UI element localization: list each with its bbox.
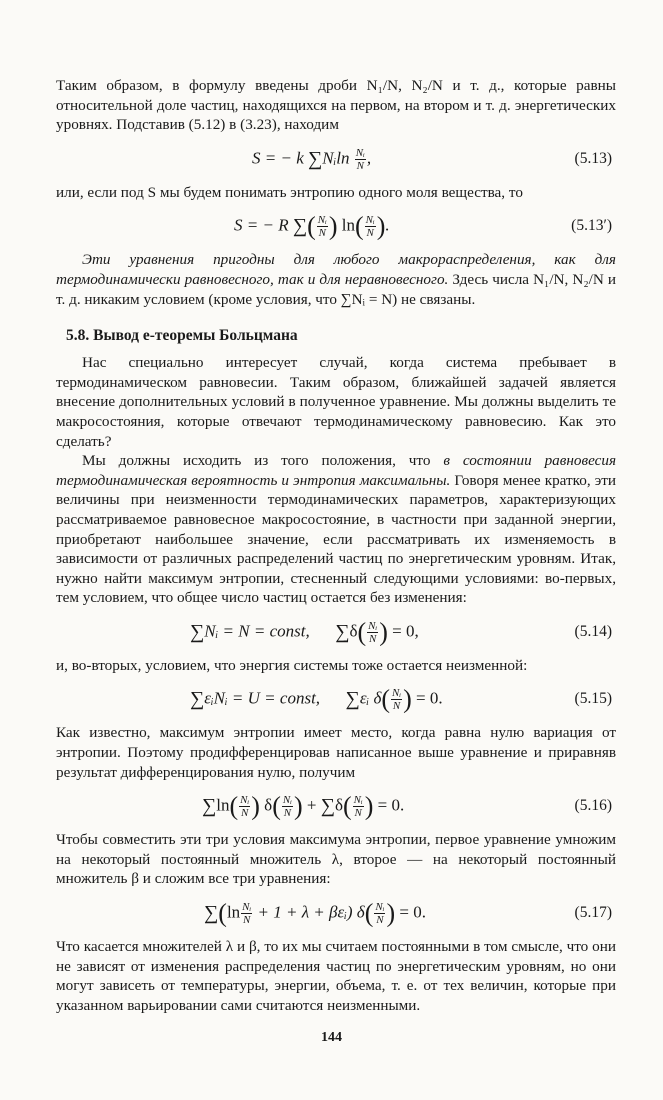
equation-5-16: ∑ln( $\frac{\text{Nᵢ}}{N}$ ) δ( $\frac{\text{Nᵢ}}{N}$ ) + ∑δ( $\frac{\text{Nᵢ}}{N}$ ) = 0. (5.16)	[202, 791, 612, 821]
numerator: Nᵢ	[242, 901, 252, 914]
fraction	[353, 794, 364, 819]
fraction	[317, 214, 328, 239]
sum-symbol: ∑	[320, 795, 335, 818]
italic-statement: в состоянии равновесия термодинамическая вероятность и энтропия максимальны.	[56, 452, 616, 489]
fraction	[374, 901, 385, 926]
paragraph-3	[56, 250, 616, 309]
ln-label: ln	[341, 215, 355, 235]
eq-5-13-term: Nᵢln	[322, 148, 350, 168]
paragraph-5-rest: Говоря менее кратко, эти величины при неизменности термодинамических параметров, характеризующих рассматриваемое равновесное макросостояние, в частности при заданной энергии, приобретают наибольшее значение, если рассматривать их изменяемость в зависимости от различных распределений частиц по энергетическим уровням. Итак, нужно найти максимум энтропии, стесненный следующими условиями: во-первых, тем условием, что общее число частиц остается без изменения:	[56, 471, 616, 607]
eq-tail: = 0.	[416, 688, 443, 708]
paragraph-5-start: Мы должны исходить из того положения, что	[82, 452, 444, 470]
eq-lhs: S = − R	[234, 215, 289, 235]
equation-5-13-prime: S = − R ∑( $\frac{\text{Nᵢ}}{N}$ ) ln( $\frac{\text{Nᵢ}}{N}$ ). (5.13′)	[234, 211, 612, 241]
eq-term: εᵢNᵢ = U = const,	[204, 688, 321, 708]
paragraph-9: Что касается множителей λ и β, то их мы считаем постоянными в том смысле, что они не зависят от изменения распределения частиц по энергетическим уровням, но они могут зависеть от температуры, энергии, объема, т. е. от тех величин, которые при указанном варьировании сами считаются неизменными.	[56, 938, 616, 1014]
paragraph-4: Нас специально интересует случай, когда система пребывает в термодинамическом равновесии. Таким образом, ближайшей задачей является внесение дополнительных условий в полученное уравнение. Мы должны выделить те макросостояния, которые отвечают термодинамическому равновесию. Как это сделать?	[56, 354, 616, 450]
eq-tail: .	[385, 215, 390, 235]
ln-label: ln	[226, 902, 241, 922]
ln-label: ln	[216, 795, 230, 815]
equation-5-15: ∑εᵢNᵢ = U = const, ∑εᵢ δ( $\frac{\text{Nᵢ}}{N}$ ) = 0. (5.15)	[190, 684, 612, 714]
eq-term: εᵢ δ	[359, 688, 382, 708]
eq-term: Nᵢ = N = const,	[204, 621, 310, 641]
paragraph-7: Как известно, максимум энтропии имеет место, когда равна нулю вариация от энтропии. Поэтому продифференцировав написанное выше уравнение и приравняв результат дифференцирования нулю, получим	[56, 724, 616, 781]
fraction	[239, 794, 250, 819]
equation-5-17: ∑(ln $\frac{\text{Nᵢ}}{N}$ + 1 + λ + βεᵢ) δ( $\frac{\text{Nᵢ}}{N}$ ) = 0. (5.17)	[204, 898, 612, 928]
equation-5-13	[56, 139, 616, 179]
denominator: N	[318, 227, 326, 240]
equation-number: (5.14)	[574, 622, 612, 640]
denominator: N	[354, 807, 362, 820]
delta-label: δ	[264, 795, 273, 815]
fraction	[367, 620, 378, 645]
numerator: Nᵢ	[368, 619, 378, 632]
numerator: Nᵢ	[355, 146, 365, 159]
delta-label: δ	[349, 621, 358, 641]
fraction	[391, 687, 402, 712]
sum-symbol: ∑	[202, 795, 217, 818]
denominator: N	[243, 914, 251, 927]
eq-tail: = 0,	[392, 621, 419, 641]
plus-sign: +	[306, 795, 317, 815]
denominator: N	[376, 914, 384, 927]
paragraph-1: Таким образом, в формулу введены дроби N₁/N, N₂/N и т. д., которые равны относительной доле частиц, находящихся на первом, на втором и т. д. энергетических уровнях. Подставив (5.12) в (3.23), находим	[56, 77, 616, 134]
italic-statement: Эти уравнения пригодны для любого макрораспределения, как для термодинамически равновесного, так и для неравновесного.	[56, 251, 616, 288]
page-body	[56, 76, 616, 1015]
denominator: N	[241, 807, 249, 820]
equation-number: (5.13′)	[571, 217, 612, 235]
denominator: N	[356, 159, 364, 172]
fraction	[355, 147, 366, 172]
sum-symbol: ∑	[190, 688, 205, 711]
equation-number: (5.17)	[574, 904, 612, 922]
eq-5-13-lhs: S = − k	[252, 148, 304, 168]
paragraph-5	[56, 451, 616, 608]
numerator: Nᵢ	[365, 214, 375, 227]
fraction	[241, 901, 252, 926]
section-title: 5.8. Вывод e-теоремы Больцмана	[66, 327, 298, 345]
numerator: Nᵢ	[392, 687, 402, 700]
page-number: 144	[321, 1030, 342, 1045]
denominator: N	[366, 227, 374, 240]
denominator: N	[392, 700, 401, 713]
denominator: N	[283, 807, 292, 820]
numerator: Nᵢ	[240, 794, 250, 807]
eq-tail: = 0.	[377, 795, 405, 815]
denominator: N	[369, 632, 377, 645]
delta-label: δ	[334, 795, 343, 815]
numerator: Nᵢ	[375, 901, 385, 914]
eq-term: + 1 + λ + βεᵢ) δ	[257, 902, 365, 922]
paragraph-6: и, во-вторых, условием, что энергия системы тоже остается неизменной:	[56, 656, 528, 674]
eq-tail: = 0.	[399, 902, 426, 922]
eq-5-13-tail: ,	[366, 148, 372, 168]
numerator: Nᵢ	[282, 794, 292, 807]
equation-number: (5.13)	[574, 149, 612, 167]
sum-symbol: ∑	[345, 688, 360, 711]
sum-symbol: ∑	[308, 147, 323, 170]
paragraph-2: или, если под S мы будем понимать энтропию одного моля вещества, то	[56, 183, 523, 201]
fraction	[282, 794, 293, 819]
numerator: Nᵢ	[317, 214, 327, 227]
fraction	[365, 214, 376, 239]
equation-number: (5.16)	[574, 797, 612, 815]
equation-5-14: ∑Nᵢ = N = const, ∑δ( $\frac{\text{Nᵢ}}{N}$ ) = 0, (5.14)	[190, 617, 612, 647]
paragraph-8: Чтобы совместить эти три условия максимума энтропии, первое уравнение умножим на некоторый постоянный множитель λ, второе — на некоторый постоянный множитель β и сложим все три уравнения:	[56, 831, 616, 888]
paragraph-3-rest: Здесь числа N₁/N, N₂/N и т. д. никаким условием (кроме условия, что ∑Nᵢ = N) не связаны.	[56, 270, 616, 308]
sum-symbol: ∑	[204, 902, 219, 925]
sum-symbol: ∑	[292, 215, 308, 238]
equation-number: (5.15)	[574, 690, 612, 708]
sum-symbol: ∑	[335, 620, 350, 643]
numerator: Nᵢ	[353, 794, 363, 807]
sum-symbol: ∑	[190, 620, 205, 643]
